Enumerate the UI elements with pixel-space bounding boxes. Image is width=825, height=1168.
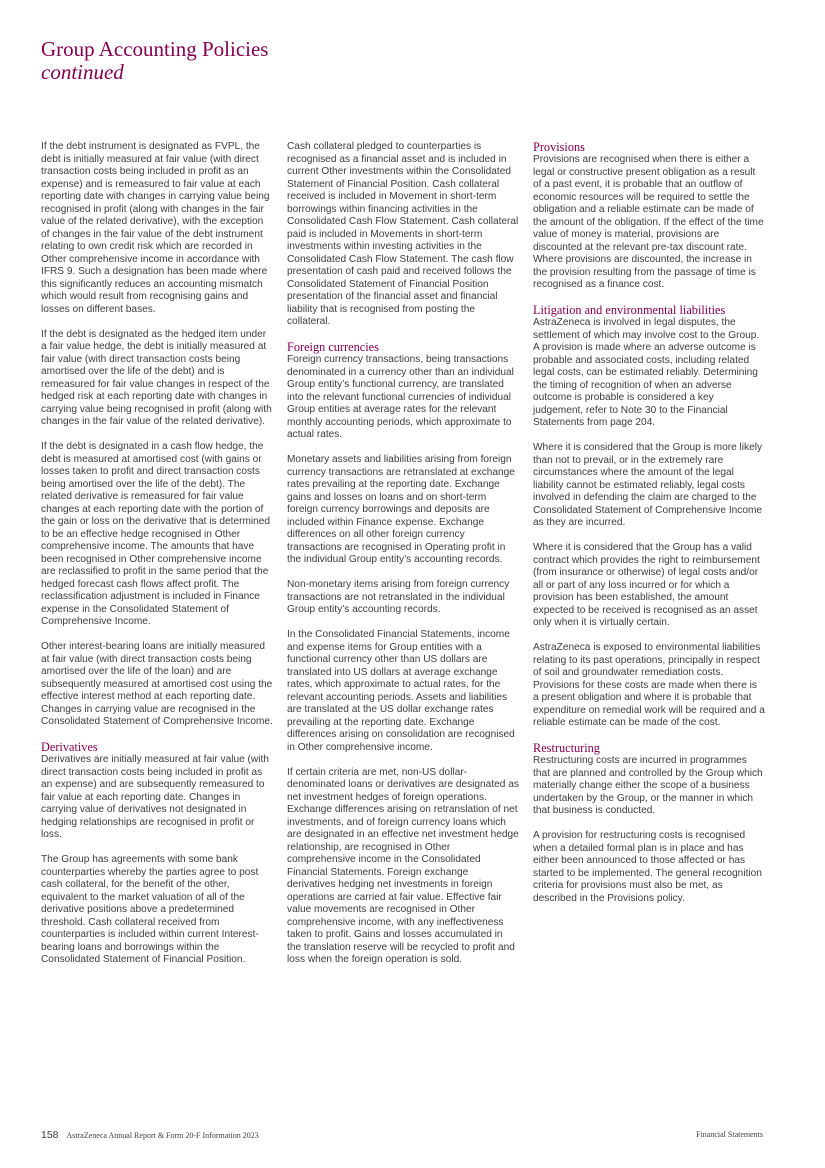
paragraph: AstraZeneca is exposed to environmental liabilities relating to its past operations, principally in respect of soil and groundwater remediation costs. Provisions for these costs are made when there is a present obligation and where it is probable that expenditure on remedial work will be required and a reliable estimate can be made of the cost.	[533, 642, 765, 728]
report-name: AstraZeneca Annual Report & Form 20-F Information 2023	[66, 1131, 259, 1140]
paragraph: Other interest-bearing loans are initially measured at fair value (with direct transaction costs being amortised over the life of the loan) and are subsequently measured at amortised cost using the effective interest method at each reporting date. Changes in carrying value are recognised in the Consolidated Statement of Comprehensive Income.	[41, 641, 273, 727]
title-subtitle: continued	[41, 60, 124, 84]
paragraph: Foreign currency transactions, being transactions denominated in a currency other than an individual Group entity’s functional currency, are translated into the relevant functional currencies of individual Group entities at average rates for the relevant monthly accounting periods, which approximate to actual rates.	[287, 354, 514, 440]
section-name: Financial Statements	[696, 1130, 763, 1139]
paragraph: AstraZeneca is involved in legal disputes, the settlement of which may involve cost to the Group. A provision is made where an adverse outcome is probable and associated costs, including related legal costs, can be estimated reliably. Determining the timing of recognition of when an adverse outcome is probable is considered a key judgement, refer to Note 30 to the Financial Statements from page 204.	[533, 317, 760, 428]
paragraph: Cash collateral pledged to counterparties is recognised as a financial asset and is included in current Other investments within the Consolidated Statement of Financial Position. Cash collateral received is included in Movement in short-term borrowings within financing activities in the Consolidated Cash Flow Statement. Cash collateral paid is included in Movements in short-term investments within investing activities in the Consolidated Cash Flow Statement. The cash flow presentation of cash paid and received follows the Consolidated Statement of Financial Position presentation of the financial asset and financial liability that is recognised from posting the collateral.	[287, 141, 519, 327]
paragraph: The Group has agreements with some bank counterparties whereby the parties agree to post cash collateral, for the benefit of the other, equivalent to the market valuation of all of the derivative positions above a predetermined threshold. Cash collateral received from counterparties is included within current Interest-bearing loans and borrowings within the Consolidated Statement of Financial Position.	[41, 854, 259, 965]
heading-derivatives: Derivatives	[41, 740, 98, 754]
paragraph: If certain criteria are met, non-US dollar-denominated loans or derivatives are designated as net investment hedges of foreign operations. Exchange differences arising on retranslation of net investments, and of foreign currency loans which are designated in an effective net investment hedge relationship, are recognised in Other comprehensive income in the Consolidated Financial Statements. Foreign exchange derivatives hedging net investments in foreign operations are carried at fair value. Effective fair value movements are recognised in Other comprehensive income, with any ineffectiveness taken to profit. Gains and losses accumulated in the translation reserve will be recycled to profit and loss when the foreign operation is sold.	[287, 766, 519, 965]
paragraph: If the debt is designated as the hedged item under a fair value hedge, the debt is initially measured at fair value (with direct transaction costs being amortised over the life of the debt) and is remeasured for fair value changes in respect of the hedged risk at each reporting date with changes in carrying value being recognised in profit (along with changes in the fair value of the related derivative).	[41, 328, 272, 427]
paragraph: Where it is considered that the Group is more likely than not to prevail, or in the extremely rare circumstances where the amount of the legal liability cannot be estimated reliably, legal costs involved in defending the claim are charged to the Consolidated Statement of Comprehensive Income as they are incurred.	[533, 442, 763, 528]
column-2	[287, 141, 519, 979]
page-footer	[41, 1128, 763, 1142]
paragraph: A provision for restructuring costs is recognised when a detailed formal plan is in place and has either been announced to those affected or has started to be implemented. The general recognition criteria for provisions must also be met, as described in the Provisions policy.	[533, 830, 762, 904]
heading-litigation: Litigation and environmental liabilities	[533, 303, 726, 317]
paragraph: In the Consolidated Financial Statements, income and expense items for Group entities with a functional currency other than US dollars are translated into US dollars at average exchange rates, which approximate to actual rates, for the relevant accounting periods. Assets and liabilities are translated at the US dollar exchange rates prevailing at the reporting date. Exchange differences arising on consolidation are recognised in Other comprehensive income.	[287, 629, 515, 753]
heading-provisions: Provisions	[533, 140, 585, 154]
page-title	[41, 38, 268, 84]
heading-foreign-currencies: Foreign currencies	[287, 340, 379, 354]
paragraph: Where it is considered that the Group has a valid contract which provides the right to reimbursement (from insurance or otherwise) of legal costs and/or all or part of any loss incurred or for which a provision has been established, the amount expected to be received is recognised as an asset only when it is virtually certain.	[533, 542, 760, 628]
column-1	[41, 141, 273, 979]
paragraph: Provisions are recognised when there is either a legal or constructive present obligation as a result of a past event, it is probable that an outflow of economic resources will be required to settle the obligation and a reliable estimate can be made of the amount of the obligation. If the effect of the time value of money is material, provisions are discounted at the relevant pre-tax discount rate. Where provisions are discounted, the increase in the provision resulting from the passage of time is recognised as a finance cost.	[533, 154, 764, 290]
paragraph: Non-monetary items arising from foreign currency transactions are not retranslated in the individual Group entity’s accounting records.	[287, 579, 510, 615]
paragraph: Monetary assets and liabilities arising from foreign currency transactions are retranslated at exchange rates prevailing at the reporting date. Exchange gains and losses on loans and on short-term foreign currency borrowings and deposits are included within Finance expense. Exchange differences on all other foreign currency transactions are recognised in Operating profit in the individual Group entity’s accounting records.	[287, 454, 515, 565]
title-main: Group Accounting Policies	[41, 37, 269, 61]
column-3	[533, 141, 765, 918]
paragraph: Restructuring costs are incurred in programmes that are planned and controlled by the Group which materially change either the scope of a business undertaken by the Group, or the manner in which that business is conducted.	[533, 755, 763, 816]
page-number: 158	[41, 1129, 59, 1141]
paragraph: If the debt is designated in a cash flow hedge, the debt is measured at amortised cost (with gains or losses taken to profit and direct transaction costs being amortised over the life of the debt). The related derivative is remeasured for fair value changes at each reporting date with the portion of the gain or loss on the derivative that is determined to be an effective hedge recognised in Other comprehensive income. The amounts that have been recognised in Other comprehensive income are reclassified to profit in the same period that the hedged forecast cash flows affect profit. The reclassification adjustment is included in Finance expense in the Consolidated Statement of Comprehensive Income.	[41, 441, 271, 627]
paragraph: If the debt instrument is designated as FVPL, the debt is initially measured at fair value (with direct transaction costs being included in profit as an expense) and is remeasured to fair value at each reporting date with changes in carrying value being recognised in profit (along with changes in the fair value of the related derivative), with the exception of changes in the fair value of the debt instrument relating to own credit risk which are recorded in Other comprehensive income in accordance with IFRS 9. Such a designation has been made where this significantly reduces an accounting mismatch which would result from recognising gains and losses on different bases.	[41, 141, 270, 315]
heading-restructuring: Restructuring	[533, 741, 600, 755]
paragraph: Derivatives are initially measured at fair value (with direct transaction costs being included in profit as an expense) and are subsequently remeasured to fair value at each reporting date. Changes in carrying value of derivatives not designated in hedging relationships are recognised in profit or loss.	[41, 754, 269, 840]
